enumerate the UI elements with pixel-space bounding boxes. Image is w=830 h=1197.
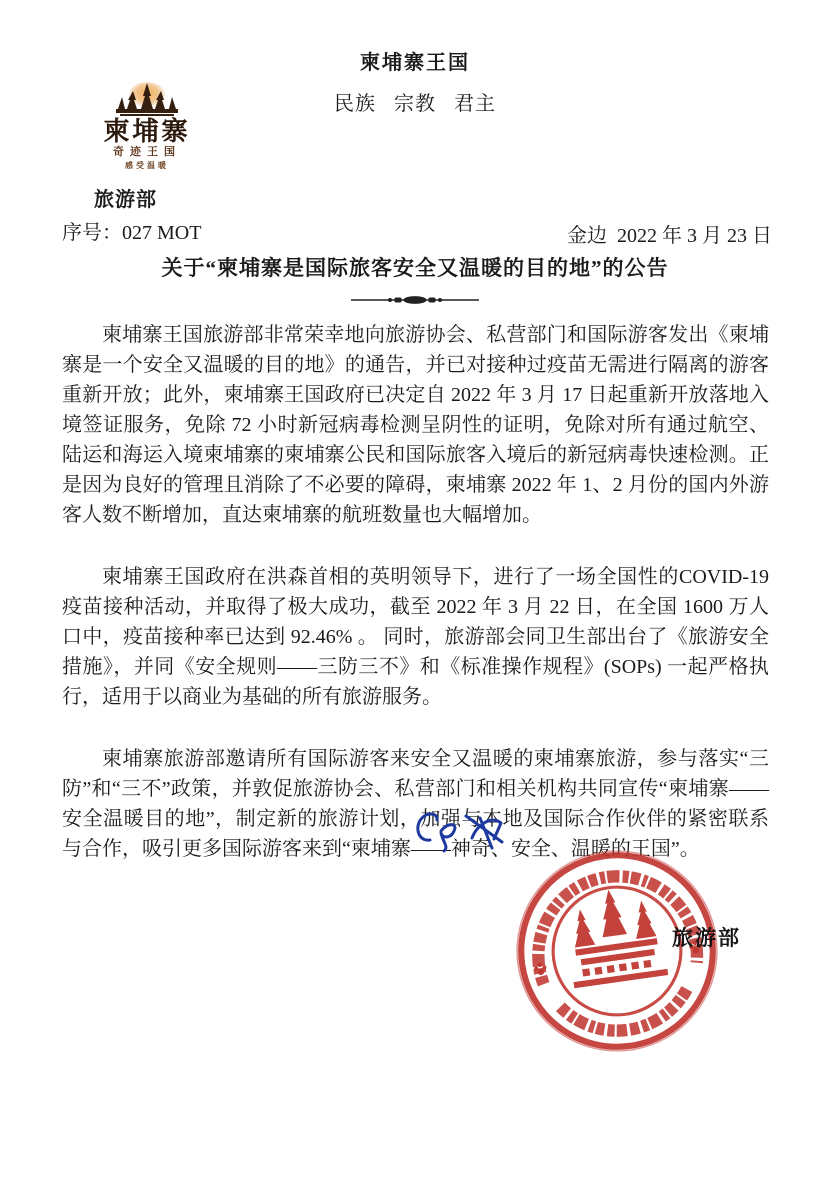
stamp-label: 旅游部: [672, 926, 741, 950]
title-divider-ornament: [349, 294, 481, 306]
announcement-title: 关于“柬埔寨是国际旅客安全又温暖的目的地”的公告: [161, 256, 669, 280]
angkor-temple-icon: [110, 78, 184, 120]
logo-subtagline: 感受温暖: [125, 161, 169, 170]
serial-number: 序号：027 MOT: [62, 222, 202, 244]
kingdom-title: 柬埔寨王国: [360, 52, 470, 74]
tourism-logo: [82, 78, 212, 171]
department-name: 旅游部: [94, 189, 157, 211]
date-place-line: 金边 2022 年 3 月 23 日: [567, 225, 772, 247]
logo-country-name: 柬埔寨: [103, 117, 191, 146]
minister-signature: [410, 804, 518, 858]
logo-tagline: 奇迹王国: [113, 146, 181, 158]
paragraph-1: 柬埔寨王国旅游部非常荣幸地向旅游协会、私营部门和国际游客发出《柬埔寨是一个安全又温暖的目的地》的通告，并已对接种过疫苗无需进行隔离的游客重新开放；此外，柬埔寨王国政府已决定自 2022 年 3 月 17 日起重新开放落地入境签证服务，免除 72 小时新冠病毒检测呈阴性的证明，免除对所有通过航空、陆运和海运入境柬埔寨的柬埔寨公民和国际旅客入境后的新冠病毒快速检测。正是因为良好的管理且消除了不必要的障碍，柬埔寨 2022 年 1、2 月份的国内外游客人数不断增加，直达柬埔寨的航班数量也大幅增加。: [62, 324, 769, 526]
paragraph-2: 柬埔寨王国政府在洪森首相的英明领导下，进行了一场全国性的COVID-19 疫苗接种活动，并取得了极大成功，截至 2022 年 3 月 22 日，在全国 1600 万人口中，疫苗接种率已达到 92.46% 。 同时，旅游部会同卫生部出台了《旅游安全措施》，并同《安全规则——三防三不》和《标准操作规程》(SOPs) 一起严格执行，适用于以商业为基础的所有旅游服务。: [62, 566, 769, 708]
national-motto: 民族 宗教 君主: [334, 93, 496, 115]
paragraph-3: 柬埔寨旅游部邀请所有国际游客来安全又温暖的柬埔寨旅游，参与落实“三防”和“三不”政策，并敦促旅游协会、私营部门和相关机构共同宣传“柬埔寨——安全温暖目的地”，制定新的旅游计划，加强与本地及国际合作伙伴的紧密联系与合作，吸引更多国际游客来到“柬埔寨——神奇、安全、温暖的王国”。: [62, 748, 769, 860]
